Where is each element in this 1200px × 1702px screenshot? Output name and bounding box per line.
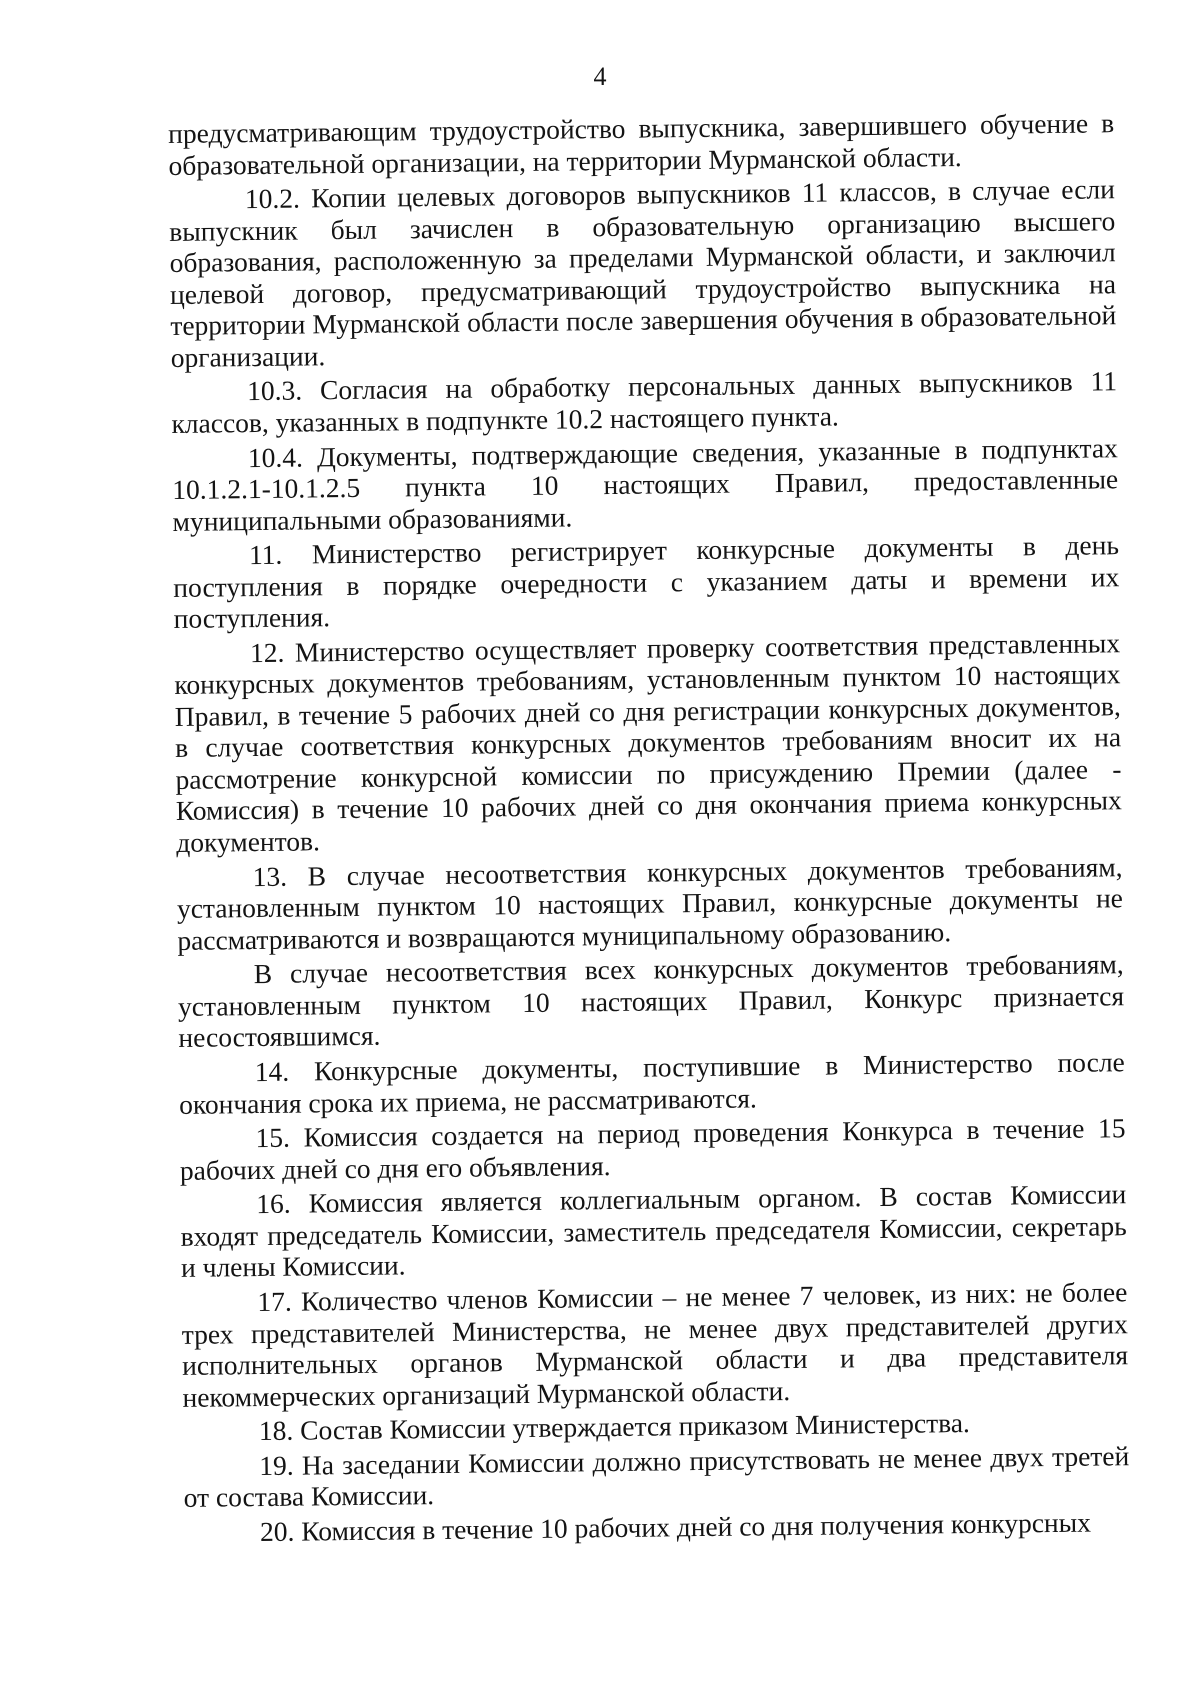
paragraph-continuation: предусматривающим трудоустройство выпускника, завершившего обучение в образовательной организации, на территории Мурманской области.: [168, 107, 1115, 181]
paragraph-10-4: 10.4. Документы, подтверждающие сведения, указанные в подпунктах 10.1.2.1-10.1.2.5 пункта 10 настоящих Правил, предоставленные муниципальными образованиями.: [172, 431, 1119, 537]
page-number: 4: [593, 62, 607, 91]
document-body: [168, 107, 1130, 1551]
paragraph-10-2: 10.2. Копии целевых договоров выпускников 11 классов, в случае если выпускник был зачислен в образовательную организацию высшего образования, расположенную за пределами Мурманской области, и заключил целевой договор, предусматривающий трудоустройство выпускника на территории Мурманской области после завершения обучения в образовательной организации.: [169, 173, 1117, 373]
paragraph-12: 12. Министерство осуществляет проверку соответствия представленных конкурсных документов требованиям, установленным пунктом 10 настоящих Правил, в течение 5 рабочих дней со дня регистрации конкурсных документов, в случае соответствия конкурсных документов требованиям вносит их на рассмотрение конкурсной комиссии по присуждению Премии (далее - Комиссия) в течение 10 рабочих дней со дня окончания приема конкурсных документов.: [174, 627, 1122, 858]
paragraph-15: 15. Комиссия создается на период проведения Конкурса в течение 15 рабочих дней со дня его объявления.: [179, 1112, 1126, 1186]
paragraph-14: 14. Конкурсные документы, поступившие в Министерство после окончания срока их приема, не рассматриваются.: [179, 1046, 1125, 1120]
paragraph-16: 16. Комиссия является коллегиальным органом. В состав Комиссии входят председатель Комиссии, заместитель председателя Комиссии, секретарь и члены Комиссии.: [180, 1178, 1127, 1284]
paragraph-13: 13. В случае несоответствия конкурсных документов требованиям, установленным пунктом 10 настоящих Правил, конкурсные документы не рассматриваются и возвращаются муниципальному образованию.: [176, 850, 1124, 956]
paragraph-18: 18. Состав Комиссии утверждается приказом Министерства.: [258, 1407, 971, 1447]
paragraph-10-3: 10.3. Согласия на обработку персональных данных выпускников 11 классов, указанных в подпункте 10.2 настоящего пункта.: [171, 365, 1118, 439]
paragraph-13-continued: В случае несоответствия всех конкурсных документов требованиям, установленным пунктом 10 настоящих Правил, Конкурс признается несостоявшимся.: [177, 948, 1125, 1054]
paragraph-17: 17. Количество членов Комиссии – не менее 7 человек, из них: не более трех представителей Министерства, не менее двух представителей других исполнительных органов Мурманской области и два представителя некоммерческих организаций Мурманской области.: [181, 1276, 1129, 1413]
paragraph-11: 11. Министерство регистрирует конкурсные документы в день поступления в порядке очередности с указанием даты и времени их поступления.: [173, 529, 1120, 635]
paragraph-19: 19. На заседании Комиссии должно присутствовать не менее двух третей от состава Комиссии.: [183, 1440, 1130, 1514]
paragraph-20: 20. Комиссия в течение 10 рабочих дней со дня получения конкурсных: [259, 1506, 1092, 1548]
